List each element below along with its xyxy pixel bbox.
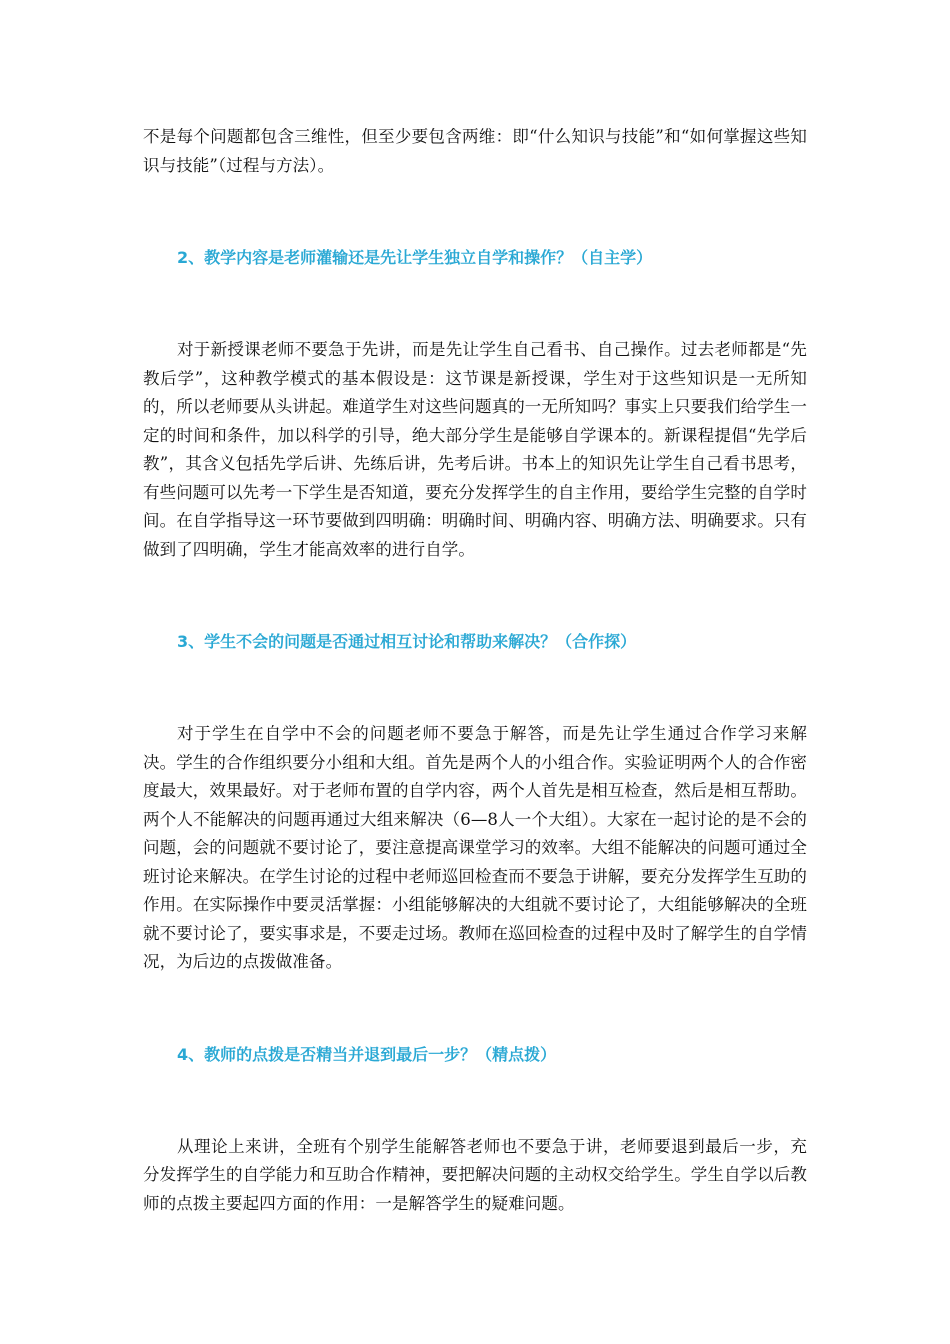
document-page xyxy=(143,123,807,1218)
section-heading-3: 3、学生不会的问题是否通过相互讨论和帮助来解决？（合作探） xyxy=(177,632,637,651)
section-body-3: 对于学生在自学中不会的问题老师不要急于解答，而是先让学生通过合作学习来解决。学生的合作组织要分小组和大组。首先是两个人的小组合作。实验证明两个人的合作密度最大，效果最好。对于老师布置的自学内容，两个人首先是相互检查，然后是相互帮助。两个人不能解决的问题再通过大组来解决（6—8人一个大组）。大家在一起讨论的是不会的问题，会的问题就不要讨论了，要注意提高课堂学习的效率。大组不能解决的问题可通过全班讨论来解决。在学生讨论的过程中老师巡回检查而不要急于讲解，要充分发挥学生互助的作用。在实际操作中要灵活掌握：小组能够解决的大组就不要讨论了，大组能够解决的全班就不要讨论了，要实事求是，不要走过场。教师在巡回检查的过程中及时了解学生的自学情况，为后边的点拨做准备。 xyxy=(143,724,807,971)
section-heading-4: 4、教师的点拨是否精当并退到最后一步？（精点拨） xyxy=(177,1044,557,1064)
section-heading-2: 2、教学内容是老师灌输还是先让学生独立自学和操作？（自主学） xyxy=(177,248,653,267)
intro-paragraph: 不是每个问题都包含三维性，但至少要包含两维：即“什么知识与技能”和“如何掌握这些知识与技能”（过程与方法）。 xyxy=(143,127,807,175)
section-body-4: 从理论上来讲，全班有个别学生能解答老师也不要急于讲，老师要退到最后一步，充分发挥学生的自学能力和互助合作精神，要把解决问题的主动权交给学生。学生自学以后教师的点拨主要起四方面的作用：一是解答学生的疑难问题。 xyxy=(143,1136,807,1213)
section-body-2: 对于新授课老师不要急于先讲，而是先让学生自己看书、自己操作。过去老师都是“先教后学”，这种教学模式的基本假设是：这节课是新授课，学生对于这些知识是一无所知的，所以老师要从头讲起。难道学生对这些问题真的一无所知吗？事实上只要我们给学生一定的时间和条件，加以科学的引导，绝大部分学生是能够自学课本的。新课程提倡“先学后教”，其含义包括先学后讲、先练后讲，先考后讲。书本上的知识先让学生自己看书思考，有些问题可以先考一下学生是否知道，要充分发挥学生的自主作用，要给学生完整的自学时间。在自学指导这一环节要做到四明确：明确时间、明确内容、明确方法、明确要求。只有做到了四明确，学生才能高效率的进行自学。 xyxy=(143,340,807,559)
